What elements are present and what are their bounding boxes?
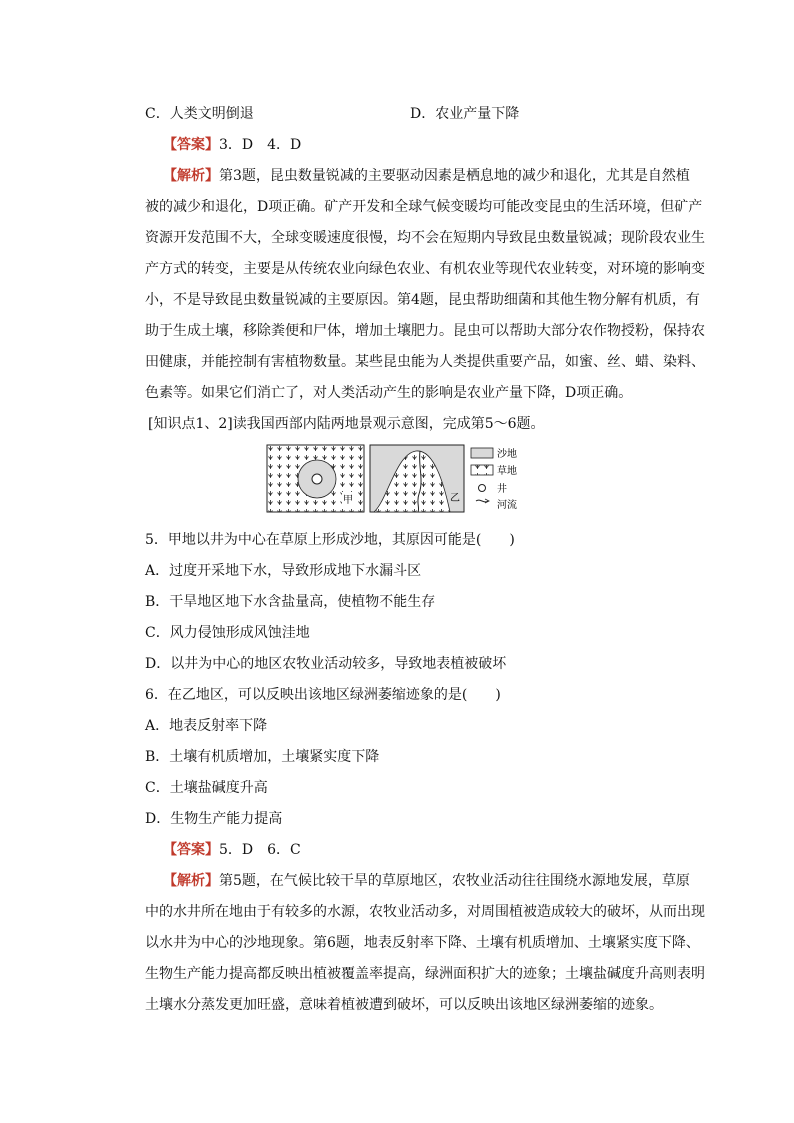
question-intro: [知识点1、2]读我国西部内陆两地景观示意图，完成第5～6题。	[148, 416, 545, 432]
legend-river: 河流	[497, 500, 517, 511]
analysis-line: 土壤水分蒸发更加旺盛，意味着植被遭到破坏，可以反映出该地区绿洲萎缩的迹象。	[145, 997, 663, 1013]
analysis-line	[163, 166, 690, 186]
option-d: D．农业产量下降	[410, 106, 520, 122]
question-option: B．土壤有机质增加，土壤紧实度下降	[145, 749, 380, 765]
well-icon	[312, 474, 322, 484]
question-option: C．风力侵蚀形成风蚀洼地	[145, 625, 310, 641]
analysis-line: 助于生成土壤，移除粪便和尸体，增加土壤肥力。昆虫可以帮助大部分农作物授粉，保持农	[145, 323, 705, 339]
answer-text: 5．D 6．C	[219, 842, 301, 858]
analysis-line	[163, 871, 690, 891]
analysis-text: 第5题，在气候比较干旱的草原地区，农牧业活动往往围绕水源地发展，草原	[219, 873, 690, 889]
question-option: D．生物生产能力提高	[145, 811, 283, 827]
panel-yi	[370, 445, 464, 512]
legend-sand: 沙地	[497, 449, 517, 460]
well-icon	[479, 485, 486, 492]
question-stem: 5．甲地以井为中心在草原上形成沙地，其原因可能是( )	[145, 532, 515, 548]
label-jia: 甲	[343, 495, 353, 506]
question-option: D．以井为中心的地区农牧业活动较多，导致地表植被破坏	[145, 656, 507, 672]
analysis-text: 第3题，昆虫数量锐减的主要驱动因素是栖息地的减少和退化，尤其是自然植	[219, 168, 690, 184]
question-option: B．干旱地区地下水含盐量高，使植物不能生存	[145, 594, 436, 610]
answer-block-1	[163, 135, 683, 155]
option-c: C．人类文明倒退	[145, 106, 254, 122]
analysis-label: 【解析】	[163, 873, 219, 889]
question-option: A．过度开采地下水，导致形成地下水漏斗区	[145, 563, 422, 579]
analysis-line: 生物生产能力提高都反映出植被覆盖率提高，绿洲面积扩大的迹象；土壤盐碱度升高则表明	[145, 966, 705, 982]
analysis-line: 田健康，并能控制有害植物数量。某些昆虫能为人类提供重要产品，如蜜、丝、蜡、染料、	[145, 354, 705, 370]
analysis-line: 资源开发范围不大，全球变暖速度很慢，均不会在短期内导致昆虫数量锐减；现阶段农业生	[145, 230, 705, 246]
grass-symbol-icon	[471, 465, 493, 475]
panel-jia	[267, 445, 364, 512]
landscape-figure	[266, 444, 531, 514]
answer-label: 【答案】	[163, 137, 219, 153]
analysis-line: 产方式的转变，主要是从传统农业向绿色农业、有机农业等现代农业转变，对环境的影响变	[145, 261, 705, 277]
question-option: A．地表反射率下降	[145, 718, 268, 734]
analysis-line: 色素等。如果它们消亡了，对人类活动产生的影响是农业产量下降，D项正确。	[145, 385, 633, 401]
analysis-line: 中的水井所在地由于有较多的水源，农牧业活动多，对周围植被造成较大的破坏，从而出现	[145, 904, 705, 920]
answer-label: 【答案】	[163, 842, 219, 858]
legend-grass: 草地	[497, 466, 517, 477]
label-yi: 乙	[450, 493, 460, 504]
question-stem: 6．在乙地区，可以反映出该地区绿洲萎缩迹象的是( )	[145, 687, 501, 703]
analysis-line: 小，不是导致昆虫数量锐减的主要原因。第4题，昆虫帮助细菌和其他生物分解有机质，有	[145, 292, 700, 308]
analysis-label: 【解析】	[163, 168, 219, 184]
legend	[471, 447, 517, 511]
river-icon	[476, 500, 488, 502]
answer-block-2	[163, 840, 683, 860]
analysis-line: 被的减少和退化，D项正确。矿产开发和全球气候变暖均可能改变昆虫的生活环境，但矿产	[145, 199, 703, 215]
question-option: C．土壤盐碱度升高	[145, 780, 268, 796]
answer-text: 3．D 4．D	[219, 137, 302, 153]
legend-well: 井	[497, 484, 507, 495]
sand-swatch	[471, 448, 493, 458]
analysis-line: 以水井为中心的沙地现象。第6题，地表反射率下降、土壤有机质增加、土壤紧实度下降、	[145, 935, 700, 951]
